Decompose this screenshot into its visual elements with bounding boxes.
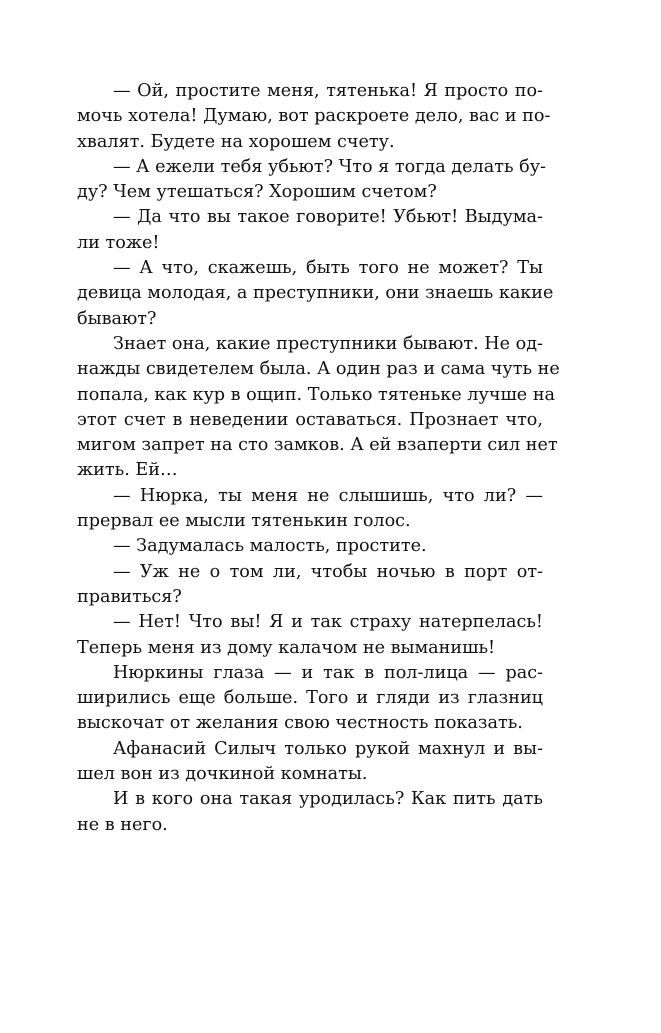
text-line: этот счет в неведении оставаться. Прознает что,: [77, 409, 543, 430]
text-line: мочь хотела! Думаю, вот раскроете дело, вас и по-: [77, 106, 551, 127]
text-line: — Нюрка, ты меня не слышишь, что ли? —: [113, 485, 543, 506]
text-line: — Задумалась малость, простите.: [113, 536, 427, 557]
text-line: — А ежели тебя убьют? Что я тогда делать бу-: [113, 156, 547, 177]
text-line: выскочат от желания свою честность показать.: [77, 713, 523, 734]
page-text: [77, 79, 560, 838]
text-line: — Нет! Что вы! Я и так страху натерпелась!: [113, 612, 543, 633]
text-line: — Ой, простите меня, тятенька! Я просто по-: [113, 81, 543, 101]
text-line: — Да что вы такое говорите! Убьют! Выдума-: [113, 207, 543, 228]
text-line: не в него.: [77, 814, 168, 835]
text-line: нажды свидетелем была. А один раз и сама чуть не: [77, 359, 560, 380]
text-line: ширились еще больше. Того и гляди из глазниц: [77, 688, 543, 709]
paragraph: [77, 256, 554, 332]
text-line: девица молодая, а преступники, они знаешь какие: [77, 283, 554, 304]
paragraph: [77, 560, 543, 611]
paragraph: [77, 155, 547, 206]
paragraph: [77, 205, 543, 256]
paragraph: [77, 661, 543, 737]
text-line: Нюркины глаза — и так в пол-лица — рас-: [113, 662, 543, 683]
paragraph: [77, 79, 551, 155]
text-line: бывают?: [77, 308, 157, 329]
paragraph: [77, 737, 543, 788]
text-line: шел вон из дочкиной комнаты.: [77, 764, 368, 785]
paragraph: [77, 332, 560, 484]
text-line: ли тоже!: [77, 232, 160, 253]
paragraph: [77, 787, 543, 838]
text-line: правиться?: [77, 586, 182, 607]
text-line: И в кого она такая уродилась? Как пить дать: [113, 789, 543, 810]
text-line: мигом запрет на сто замков. А ей взаперти сил нет: [77, 435, 558, 456]
text-line: жить. Ей…: [77, 460, 178, 481]
paragraph: [77, 484, 543, 535]
text-line: — Уж не о том ли, чтобы ночью в порт от-: [113, 561, 543, 582]
text-line: ду? Чем утешаться? Хорошим счетом?: [77, 182, 437, 203]
text-line: хвалят. Будете на хорошем счету.: [77, 131, 395, 152]
text-line: Афанасий Силыч только рукой махнул и вы-: [113, 738, 543, 759]
text-line: попала, как кур в ощип. Только тятеньке лучше на: [77, 384, 556, 405]
paragraph: [77, 610, 543, 661]
text-line: Теперь меня из дому калачом не выманишь!: [77, 637, 496, 658]
paragraph: [77, 534, 543, 559]
text-line: Знает она, какие преступники бывают. Не од-: [113, 333, 543, 354]
text-line: прервал ее мысли тятенькин голос.: [77, 511, 411, 532]
text-line: — А что, скажешь, быть того не может? Ты: [113, 258, 543, 279]
